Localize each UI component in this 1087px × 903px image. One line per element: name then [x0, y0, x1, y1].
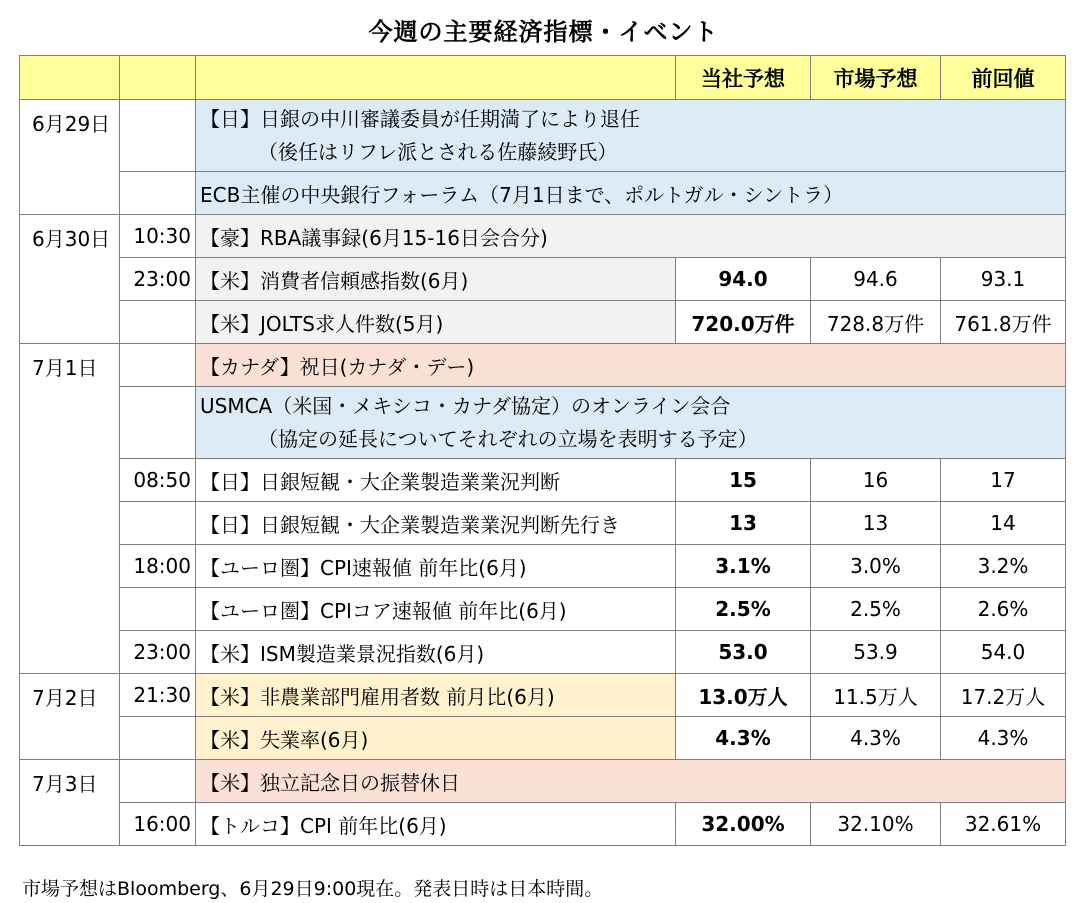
- page-title: 今週の主要経済指標・イベント: [368, 18, 719, 46]
- header-market-forecast: 市場予想: [811, 56, 941, 100]
- header-event: [196, 56, 676, 100]
- event-cell: ECB主催の中央銀行フォーラム（7月1日まで、ポルトガル・シントラ）: [196, 172, 1066, 215]
- date-cell: 6月29日: [20, 100, 120, 215]
- time-cell: 18:00: [120, 545, 196, 588]
- event-cell: 【米】消費者信頼感指数(6月): [196, 258, 676, 301]
- time-cell: 23:00: [120, 258, 196, 301]
- table-row: [20, 502, 1066, 545]
- previous-value-cell: 2.6%: [941, 588, 1066, 631]
- company-forecast-cell: 2.5%: [676, 588, 811, 631]
- time-cell: [120, 387, 196, 459]
- time-cell: 21:30: [120, 674, 196, 717]
- table-row: [20, 803, 1066, 846]
- event-cell: 【カナダ】祝日(カナダ・デー): [196, 344, 1066, 387]
- event-line-1: USMCA（米国・メキシコ・カナダ協定）のオンライン会合: [200, 393, 731, 418]
- table-row: [20, 760, 1066, 803]
- time-cell: [120, 344, 196, 387]
- previous-value-cell: 93.1: [941, 258, 1066, 301]
- footnote: 市場予想はBloomberg、6月29日9:00現在。発表日時は日本時間。: [22, 878, 604, 900]
- event-cell: 【日】日銀短観・大企業製造業業況判断: [196, 459, 676, 502]
- table-row: [20, 717, 1066, 760]
- table-row: [20, 545, 1066, 588]
- date-cell: 6月30日: [20, 215, 120, 344]
- previous-value-cell: 17.2万人: [941, 674, 1066, 717]
- time-cell: [120, 172, 196, 215]
- previous-value-cell: 3.2%: [941, 545, 1066, 588]
- company-forecast-cell: 94.0: [676, 258, 811, 301]
- market-forecast-cell: 11.5万人: [811, 674, 941, 717]
- market-forecast-cell: 13: [811, 502, 941, 545]
- market-forecast-cell: 4.3%: [811, 717, 941, 760]
- time-cell: [120, 301, 196, 344]
- previous-value-cell: 14: [941, 502, 1066, 545]
- company-forecast-cell: 13.0万人: [676, 674, 811, 717]
- time-cell: [120, 502, 196, 545]
- time-cell: [120, 760, 196, 803]
- table-row: [20, 674, 1066, 717]
- date-cell: 7月2日: [20, 674, 120, 760]
- table-row: [20, 301, 1066, 344]
- market-forecast-cell: 94.6: [811, 258, 941, 301]
- market-forecast-cell: 53.9: [811, 631, 941, 674]
- market-forecast-cell: 2.5%: [811, 588, 941, 631]
- event-cell: 【米】独立記念日の振替休日: [196, 760, 1066, 803]
- table-row: [20, 588, 1066, 631]
- event-cell: [196, 100, 1066, 172]
- company-forecast-cell: 53.0: [676, 631, 811, 674]
- event-cell: 【日】日銀短観・大企業製造業業況判断先行き: [196, 502, 676, 545]
- event-cell: 【豪】RBA議事録(6月15-16日会合分): [196, 215, 1066, 258]
- date-cell: 7月3日: [20, 760, 120, 846]
- indicator-table: [19, 55, 1066, 846]
- previous-value-cell: 54.0: [941, 631, 1066, 674]
- previous-value-cell: 32.61%: [941, 803, 1066, 846]
- market-forecast-cell: 16: [811, 459, 941, 502]
- market-forecast-cell: 728.8万件: [811, 301, 941, 344]
- event-cell: 【ユーロ圏】CPIコア速報値 前年比(6月): [196, 588, 676, 631]
- header-time: [120, 56, 196, 100]
- market-forecast-cell: 32.10%: [811, 803, 941, 846]
- table-row: [20, 172, 1066, 215]
- event-cell: 【ユーロ圏】CPI速報値 前年比(6月): [196, 545, 676, 588]
- table-row: [20, 100, 1066, 172]
- header-previous: 前回値: [941, 56, 1066, 100]
- table-row: [20, 258, 1066, 301]
- time-cell: [120, 100, 196, 172]
- event-line-1: 【日】日銀の中川審議委員が任期満了により退任: [200, 106, 640, 131]
- previous-value-cell: 4.3%: [941, 717, 1066, 760]
- company-forecast-cell: 3.1%: [676, 545, 811, 588]
- event-cell: 【米】ISM製造業景況指数(6月): [196, 631, 676, 674]
- market-forecast-cell: 3.0%: [811, 545, 941, 588]
- company-forecast-cell: 32.00%: [676, 803, 811, 846]
- table-row: [20, 344, 1066, 387]
- header-date: [20, 56, 120, 100]
- header-row: [20, 56, 1066, 100]
- previous-value-cell: 17: [941, 459, 1066, 502]
- time-cell: 16:00: [120, 803, 196, 846]
- company-forecast-cell: 15: [676, 459, 811, 502]
- previous-value-cell: 761.8万件: [941, 301, 1066, 344]
- event-line-2: （後任はリフレ派とされる佐藤綾野氏）: [258, 139, 618, 164]
- event-cell: 【米】失業率(6月): [196, 717, 676, 760]
- company-forecast-cell: 13: [676, 502, 811, 545]
- event-line-2: （協定の延長についてそれぞれの立場を表明する予定）: [258, 426, 758, 451]
- event-cell: 【米】JOLTS求人件数(5月): [196, 301, 676, 344]
- time-cell: 23:00: [120, 631, 196, 674]
- time-cell: 08:50: [120, 459, 196, 502]
- event-cell: [196, 387, 1066, 459]
- company-forecast-cell: 4.3%: [676, 717, 811, 760]
- time-cell: 10:30: [120, 215, 196, 258]
- table-row: [20, 215, 1066, 258]
- date-cell: 7月1日: [20, 344, 120, 674]
- company-forecast-cell: 720.0万件: [676, 301, 811, 344]
- table-row: [20, 631, 1066, 674]
- time-cell: [120, 588, 196, 631]
- table-row: [20, 387, 1066, 459]
- event-cell: 【トルコ】CPI 前年比(6月): [196, 803, 676, 846]
- event-cell: 【米】非農業部門雇用者数 前月比(6月): [196, 674, 676, 717]
- time-cell: [120, 717, 196, 760]
- table-row: [20, 459, 1066, 502]
- header-company-forecast: 当社予想: [676, 56, 811, 100]
